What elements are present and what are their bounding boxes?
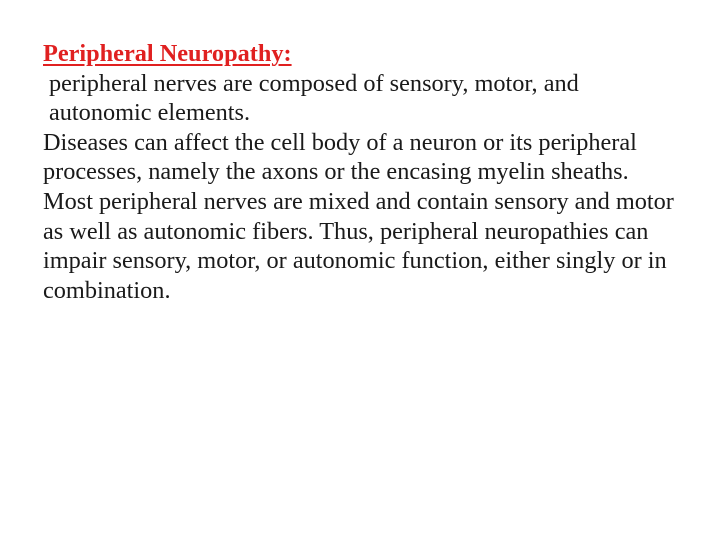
paragraph-mixed-nerves: Most peripheral nerves are mixed and contain sensory and motor as well as autonomic fibers. Thus, peripheral neuropathies can impair sensory, motor, or autonomic function, either singly or in combination.: [43, 187, 674, 304]
paragraph-disease-sites: Diseases can affect the cell body of a neuron or its peripheral processes, namely the axons or the encasing myelin sheaths.: [43, 128, 637, 186]
slide-content: [43, 39, 683, 305]
paragraph-nerve-composition: peripheral nerves are composed of sensory, motor, and autonomic elements.: [49, 69, 579, 127]
slide-heading: Peripheral Neuropathy:: [43, 40, 292, 67]
